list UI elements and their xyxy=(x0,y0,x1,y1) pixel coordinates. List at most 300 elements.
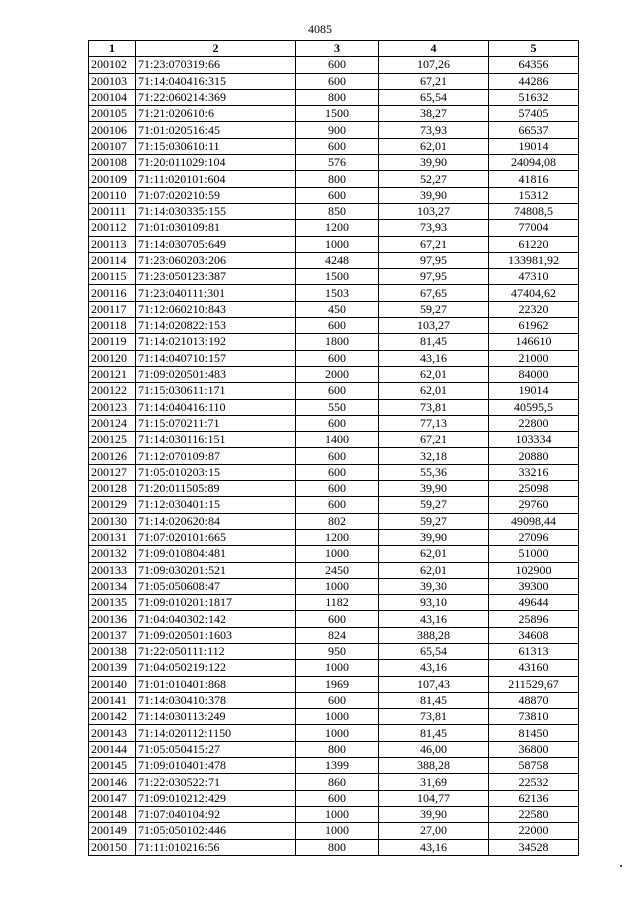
cell-area: 2000 xyxy=(296,366,379,382)
cell-amount: 47404,62 xyxy=(489,285,579,301)
table-row xyxy=(89,692,579,708)
cell-id: 200143 xyxy=(89,725,136,741)
table-row xyxy=(89,643,579,659)
cell-rate: 388,28 xyxy=(379,627,489,643)
cell-id: 200115 xyxy=(89,269,136,285)
cell-amount: 19014 xyxy=(489,138,579,154)
table-row xyxy=(89,660,579,676)
cell-id: 200133 xyxy=(89,562,136,578)
cell-rate: 67,21 xyxy=(379,236,489,252)
cell-id: 200108 xyxy=(89,155,136,171)
cell-id: 200119 xyxy=(89,334,136,350)
cell-rate: 73,93 xyxy=(379,122,489,138)
table-row xyxy=(89,611,579,627)
cell-rate: 97,95 xyxy=(379,252,489,268)
cell-area: 600 xyxy=(296,611,379,627)
header-cell-2: 2 xyxy=(136,41,296,57)
table-row xyxy=(89,790,579,806)
cell-cadastral-number: 71:23:050123:387 xyxy=(136,269,296,285)
cell-cadastral-number: 71:14:030410:378 xyxy=(136,692,296,708)
cell-cadastral-number: 71:09:030201:521 xyxy=(136,562,296,578)
cell-id: 200129 xyxy=(89,497,136,513)
cell-rate: 43,16 xyxy=(379,611,489,627)
cell-cadastral-number: 71:09:010401:478 xyxy=(136,758,296,774)
cell-amount: 62136 xyxy=(489,790,579,806)
cell-amount: 15312 xyxy=(489,187,579,203)
cell-id: 200112 xyxy=(89,220,136,236)
cell-area: 600 xyxy=(296,415,379,431)
cell-area: 800 xyxy=(296,741,379,757)
cell-id: 200135 xyxy=(89,595,136,611)
cell-cadastral-number: 71:09:020501:1603 xyxy=(136,627,296,643)
table-row xyxy=(89,203,579,219)
table-row xyxy=(89,415,579,431)
cell-id: 200120 xyxy=(89,350,136,366)
cell-amount: 102900 xyxy=(489,562,579,578)
cell-amount: 74808,5 xyxy=(489,203,579,219)
cell-rate: 93,10 xyxy=(379,595,489,611)
table-row xyxy=(89,236,579,252)
cell-id: 200109 xyxy=(89,171,136,187)
cell-amount: 25896 xyxy=(489,611,579,627)
cell-amount: 21000 xyxy=(489,350,579,366)
cell-rate: 52,27 xyxy=(379,171,489,187)
cell-amount: 48870 xyxy=(489,692,579,708)
cell-id: 200111 xyxy=(89,203,136,219)
cell-area: 600 xyxy=(296,692,379,708)
cell-cadastral-number: 71:22:050111:112 xyxy=(136,643,296,659)
cell-area: 600 xyxy=(296,73,379,89)
cell-area: 1000 xyxy=(296,546,379,562)
cell-cadastral-number: 71:09:010201:1817 xyxy=(136,595,296,611)
cell-id: 200107 xyxy=(89,138,136,154)
cell-rate: 104,77 xyxy=(379,790,489,806)
cell-amount: 61313 xyxy=(489,643,579,659)
cell-amount: 44286 xyxy=(489,73,579,89)
table-row xyxy=(89,318,579,334)
cell-rate: 81,45 xyxy=(379,334,489,350)
cell-area: 1200 xyxy=(296,220,379,236)
cell-area: 600 xyxy=(296,464,379,480)
cell-area: 600 xyxy=(296,57,379,73)
table-row xyxy=(89,57,579,73)
cell-amount: 51632 xyxy=(489,89,579,105)
table-row xyxy=(89,187,579,203)
cell-cadastral-number: 71:09:020501:483 xyxy=(136,366,296,382)
table-row xyxy=(89,89,579,105)
cell-amount: 66537 xyxy=(489,122,579,138)
cell-cadastral-number: 71:07:040104:92 xyxy=(136,806,296,822)
cell-cadastral-number: 71:23:060203:206 xyxy=(136,252,296,268)
cell-cadastral-number: 71:11:010216:56 xyxy=(136,839,296,855)
cell-rate: 43,16 xyxy=(379,660,489,676)
cell-amount: 64356 xyxy=(489,57,579,73)
table-row xyxy=(89,562,579,578)
cell-rate: 73,81 xyxy=(379,709,489,725)
table-row xyxy=(89,481,579,497)
cell-rate: 62,01 xyxy=(379,383,489,399)
cell-id: 200130 xyxy=(89,513,136,529)
cell-id: 200148 xyxy=(89,806,136,822)
cell-amount: 36800 xyxy=(489,741,579,757)
cell-amount: 49644 xyxy=(489,595,579,611)
page-number: 4085 xyxy=(308,22,332,36)
cell-area: 800 xyxy=(296,171,379,187)
cell-cadastral-number: 71:05:050415:27 xyxy=(136,741,296,757)
cell-id: 200114 xyxy=(89,252,136,268)
cell-amount: 22532 xyxy=(489,774,579,790)
table-row xyxy=(89,464,579,480)
cell-rate: 81,45 xyxy=(379,725,489,741)
cell-cadastral-number: 71:05:010203:15 xyxy=(136,464,296,480)
table-row xyxy=(89,839,579,855)
cell-amount: 49098,44 xyxy=(489,513,579,529)
table-row xyxy=(89,155,579,171)
cell-rate: 59,27 xyxy=(379,513,489,529)
cell-cadastral-number: 71:14:020112:1150 xyxy=(136,725,296,741)
table-row xyxy=(89,741,579,757)
cell-amount: 29760 xyxy=(489,497,579,513)
cell-area: 600 xyxy=(296,138,379,154)
cell-area: 550 xyxy=(296,399,379,415)
cell-area: 1000 xyxy=(296,725,379,741)
cell-cadastral-number: 71:14:020822:153 xyxy=(136,318,296,334)
cell-rate: 32,18 xyxy=(379,448,489,464)
cell-area: 576 xyxy=(296,155,379,171)
cell-area: 600 xyxy=(296,481,379,497)
cell-id: 200106 xyxy=(89,122,136,138)
cell-amount: 77004 xyxy=(489,220,579,236)
table-row xyxy=(89,138,579,154)
cell-rate: 55,36 xyxy=(379,464,489,480)
cell-amount: 103334 xyxy=(489,432,579,448)
cell-amount: 47310 xyxy=(489,269,579,285)
cell-id: 200102 xyxy=(89,57,136,73)
cell-area: 600 xyxy=(296,497,379,513)
table-row xyxy=(89,725,579,741)
cell-amount: 34528 xyxy=(489,839,579,855)
cell-area: 824 xyxy=(296,627,379,643)
header-cell-1: 1 xyxy=(89,41,136,57)
cell-id: 200103 xyxy=(89,73,136,89)
cell-rate: 103,27 xyxy=(379,318,489,334)
cell-cadastral-number: 71:14:030705:649 xyxy=(136,236,296,252)
cell-area: 600 xyxy=(296,790,379,806)
cell-area: 600 xyxy=(296,448,379,464)
cell-amount: 34608 xyxy=(489,627,579,643)
cell-cadastral-number: 71:12:030401:15 xyxy=(136,497,296,513)
cell-amount: 22000 xyxy=(489,823,579,839)
cell-id: 200138 xyxy=(89,643,136,659)
cell-amount: 41816 xyxy=(489,171,579,187)
cell-amount: 81450 xyxy=(489,725,579,741)
cell-cadastral-number: 71:05:050608:47 xyxy=(136,578,296,594)
cell-amount: 39300 xyxy=(489,578,579,594)
cell-rate: 43,16 xyxy=(379,350,489,366)
cell-cadastral-number: 71:14:040710:157 xyxy=(136,350,296,366)
table-row xyxy=(89,122,579,138)
scan-speck xyxy=(620,865,622,867)
cell-cadastral-number: 71:21:020610:6 xyxy=(136,106,296,122)
table-row xyxy=(89,366,579,382)
cell-id: 200122 xyxy=(89,383,136,399)
cell-amount: 22580 xyxy=(489,806,579,822)
table-row xyxy=(89,774,579,790)
cell-rate: 97,95 xyxy=(379,269,489,285)
cell-rate: 67,21 xyxy=(379,73,489,89)
table-row xyxy=(89,546,579,562)
table-row xyxy=(89,627,579,643)
cell-cadastral-number: 71:22:060214:369 xyxy=(136,89,296,105)
cell-rate: 62,01 xyxy=(379,562,489,578)
cell-area: 1000 xyxy=(296,660,379,676)
table-row xyxy=(89,823,579,839)
table-row xyxy=(89,220,579,236)
cell-id: 200113 xyxy=(89,236,136,252)
cell-rate: 39,90 xyxy=(379,481,489,497)
cell-cadastral-number: 71:04:040302:142 xyxy=(136,611,296,627)
cell-cadastral-number: 71:12:060210:843 xyxy=(136,301,296,317)
cell-cadastral-number: 71:20:011029:104 xyxy=(136,155,296,171)
cell-area: 800 xyxy=(296,839,379,855)
cell-area: 900 xyxy=(296,122,379,138)
cell-area: 1800 xyxy=(296,334,379,350)
cell-area: 950 xyxy=(296,643,379,659)
table-row xyxy=(89,758,579,774)
cell-rate: 62,01 xyxy=(379,366,489,382)
cell-rate: 59,27 xyxy=(379,301,489,317)
cell-rate: 77,13 xyxy=(379,415,489,431)
cell-area: 1000 xyxy=(296,823,379,839)
cell-id: 200150 xyxy=(89,839,136,855)
cell-rate: 39,30 xyxy=(379,578,489,594)
cell-id: 200117 xyxy=(89,301,136,317)
table-row xyxy=(89,529,579,545)
cell-cadastral-number: 71:09:010804:481 xyxy=(136,546,296,562)
data-table xyxy=(88,40,579,856)
cell-area: 850 xyxy=(296,203,379,219)
cell-cadastral-number: 71:14:040416:315 xyxy=(136,73,296,89)
cell-cadastral-number: 71:14:040416:110 xyxy=(136,399,296,415)
table-row xyxy=(89,595,579,611)
cell-area: 1000 xyxy=(296,578,379,594)
cell-id: 200125 xyxy=(89,432,136,448)
cell-rate: 39,90 xyxy=(379,806,489,822)
cell-id: 200128 xyxy=(89,481,136,497)
cell-area: 600 xyxy=(296,350,379,366)
header-cell-5: 5 xyxy=(489,41,579,57)
table-row xyxy=(89,513,579,529)
cell-id: 200147 xyxy=(89,790,136,806)
cell-amount: 20880 xyxy=(489,448,579,464)
cell-amount: 43160 xyxy=(489,660,579,676)
cell-rate: 39,90 xyxy=(379,155,489,171)
cell-cadastral-number: 71:14:020620:84 xyxy=(136,513,296,529)
table-body xyxy=(89,57,579,856)
cell-area: 1200 xyxy=(296,529,379,545)
cell-cadastral-number: 71:07:020210:59 xyxy=(136,187,296,203)
cell-id: 200110 xyxy=(89,187,136,203)
cell-id: 200126 xyxy=(89,448,136,464)
cell-cadastral-number: 71:01:020516:45 xyxy=(136,122,296,138)
cell-id: 200144 xyxy=(89,741,136,757)
cell-cadastral-number: 71:12:070109:87 xyxy=(136,448,296,464)
table-row xyxy=(89,676,579,692)
cell-area: 802 xyxy=(296,513,379,529)
cell-amount: 27096 xyxy=(489,529,579,545)
table-row xyxy=(89,383,579,399)
cell-rate: 388,28 xyxy=(379,758,489,774)
cell-amount: 73810 xyxy=(489,709,579,725)
cell-rate: 65,54 xyxy=(379,89,489,105)
cell-id: 200116 xyxy=(89,285,136,301)
cell-area: 800 xyxy=(296,89,379,105)
table-row xyxy=(89,301,579,317)
cell-area: 860 xyxy=(296,774,379,790)
cell-area: 600 xyxy=(296,318,379,334)
cell-area: 1500 xyxy=(296,106,379,122)
cell-amount: 33216 xyxy=(489,464,579,480)
cell-rate: 73,81 xyxy=(379,399,489,415)
table-row xyxy=(89,806,579,822)
cell-amount: 84000 xyxy=(489,366,579,382)
table-row xyxy=(89,399,579,415)
cell-cadastral-number: 71:15:030611:171 xyxy=(136,383,296,399)
cell-id: 200136 xyxy=(89,611,136,627)
cell-rate: 67,21 xyxy=(379,432,489,448)
cell-amount: 22320 xyxy=(489,301,579,317)
cell-id: 200132 xyxy=(89,546,136,562)
cell-cadastral-number: 71:14:030113:249 xyxy=(136,709,296,725)
cell-cadastral-number: 71:01:010401:868 xyxy=(136,676,296,692)
cell-rate: 65,54 xyxy=(379,643,489,659)
cell-id: 200118 xyxy=(89,318,136,334)
cell-area: 1503 xyxy=(296,285,379,301)
table-row xyxy=(89,106,579,122)
cell-amount: 22800 xyxy=(489,415,579,431)
cell-id: 200127 xyxy=(89,464,136,480)
cell-cadastral-number: 71:15:070211:71 xyxy=(136,415,296,431)
table-row xyxy=(89,252,579,268)
cell-rate: 27,00 xyxy=(379,823,489,839)
cell-cadastral-number: 71:01:030109:81 xyxy=(136,220,296,236)
cell-amount: 211529,67 xyxy=(489,676,579,692)
cell-id: 200134 xyxy=(89,578,136,594)
cell-rate: 43,16 xyxy=(379,839,489,855)
cell-id: 200124 xyxy=(89,415,136,431)
table-row xyxy=(89,285,579,301)
cell-cadastral-number: 71:22:030522:71 xyxy=(136,774,296,790)
cell-id: 200105 xyxy=(89,106,136,122)
cell-amount: 25098 xyxy=(489,481,579,497)
cell-cadastral-number: 71:20:011505:89 xyxy=(136,481,296,497)
cell-amount: 19014 xyxy=(489,383,579,399)
cell-id: 200149 xyxy=(89,823,136,839)
cell-area: 1000 xyxy=(296,806,379,822)
table-row xyxy=(89,432,579,448)
cell-cadastral-number: 71:23:040111:301 xyxy=(136,285,296,301)
cell-amount: 58758 xyxy=(489,758,579,774)
cell-cadastral-number: 71:14:030116:151 xyxy=(136,432,296,448)
cell-area: 1000 xyxy=(296,709,379,725)
cell-area: 2450 xyxy=(296,562,379,578)
cell-area: 1500 xyxy=(296,269,379,285)
cell-area: 600 xyxy=(296,187,379,203)
cell-cadastral-number: 71:07:020101:665 xyxy=(136,529,296,545)
cell-id: 200104 xyxy=(89,89,136,105)
cell-rate: 39,90 xyxy=(379,529,489,545)
cell-amount: 61220 xyxy=(489,236,579,252)
cell-rate: 59,27 xyxy=(379,497,489,513)
table-row xyxy=(89,269,579,285)
cell-area: 1969 xyxy=(296,676,379,692)
cell-id: 200123 xyxy=(89,399,136,415)
cell-id: 200146 xyxy=(89,774,136,790)
table-row xyxy=(89,709,579,725)
cell-amount: 40595,5 xyxy=(489,399,579,415)
table-row xyxy=(89,578,579,594)
table-row xyxy=(89,171,579,187)
table-row xyxy=(89,497,579,513)
cell-id: 200141 xyxy=(89,692,136,708)
cell-area: 1399 xyxy=(296,758,379,774)
cell-amount: 146610 xyxy=(489,334,579,350)
cell-cadastral-number: 71:23:070319:66 xyxy=(136,57,296,73)
cell-cadastral-number: 71:14:030335:155 xyxy=(136,203,296,219)
cell-cadastral-number: 71:11:020101:604 xyxy=(136,171,296,187)
cell-cadastral-number: 71:05:050102:446 xyxy=(136,823,296,839)
cell-cadastral-number: 71:09:010212:429 xyxy=(136,790,296,806)
table-row xyxy=(89,350,579,366)
cell-area: 1000 xyxy=(296,236,379,252)
cell-rate: 31,69 xyxy=(379,774,489,790)
cell-rate: 38,27 xyxy=(379,106,489,122)
cell-id: 200145 xyxy=(89,758,136,774)
cell-rate: 107,43 xyxy=(379,676,489,692)
cell-cadastral-number: 71:04:050219:122 xyxy=(136,660,296,676)
cell-amount: 57405 xyxy=(489,106,579,122)
cell-rate: 67,65 xyxy=(379,285,489,301)
cell-area: 4248 xyxy=(296,252,379,268)
cell-amount: 133981,92 xyxy=(489,252,579,268)
cell-rate: 81,45 xyxy=(379,692,489,708)
cell-id: 200131 xyxy=(89,529,136,545)
cell-rate: 103,27 xyxy=(379,203,489,219)
table-row xyxy=(89,73,579,89)
cell-amount: 61962 xyxy=(489,318,579,334)
cell-rate: 46,00 xyxy=(379,741,489,757)
header-row xyxy=(89,41,579,57)
cell-cadastral-number: 71:14:021013:192 xyxy=(136,334,296,350)
cell-rate: 62,01 xyxy=(379,138,489,154)
cell-area: 1182 xyxy=(296,595,379,611)
cell-id: 200142 xyxy=(89,709,136,725)
cell-area: 450 xyxy=(296,301,379,317)
header-cell-3: 3 xyxy=(296,41,379,57)
cell-id: 200121 xyxy=(89,366,136,382)
cell-cadastral-number: 71:15:030610:11 xyxy=(136,138,296,154)
cell-area: 600 xyxy=(296,383,379,399)
cell-amount: 51000 xyxy=(489,546,579,562)
cell-rate: 62,01 xyxy=(379,546,489,562)
cell-amount: 24094,08 xyxy=(489,155,579,171)
cell-rate: 73,93 xyxy=(379,220,489,236)
cell-area: 1400 xyxy=(296,432,379,448)
table-row xyxy=(89,334,579,350)
header-cell-4: 4 xyxy=(379,41,489,57)
cell-rate: 39,90 xyxy=(379,187,489,203)
cell-id: 200139 xyxy=(89,660,136,676)
